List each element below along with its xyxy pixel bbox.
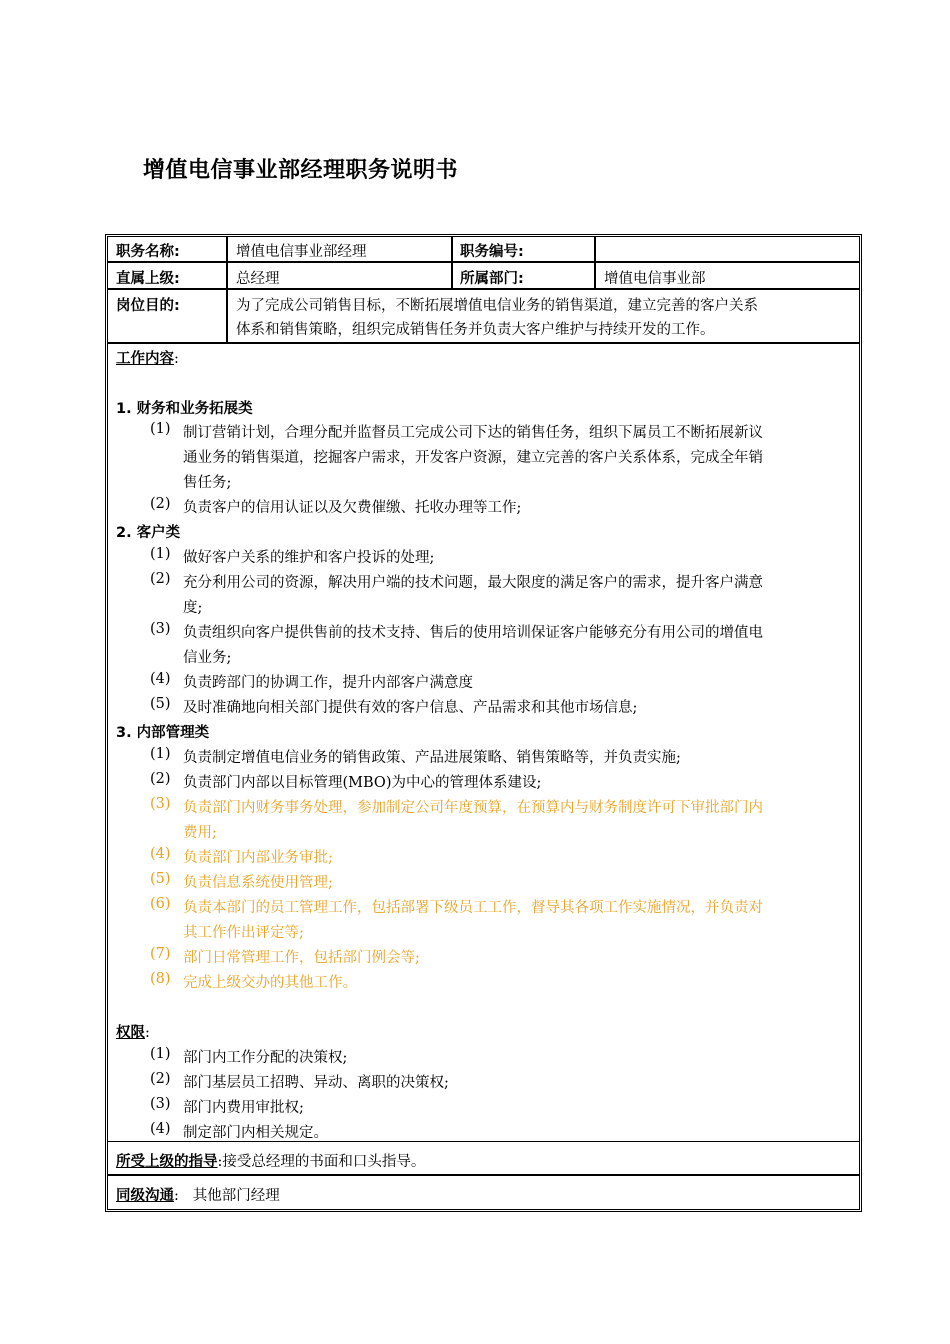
cat1-item-1-num: (1) xyxy=(150,421,171,437)
cat3-item-3-num: (3) xyxy=(150,796,171,812)
cat2-item-1-line-1: 做好客户关系的维护和客户投诉的处理; xyxy=(183,550,435,566)
guidance-label: 所受上级的指导 xyxy=(116,1154,218,1170)
dept-label-cell xyxy=(452,262,595,289)
cat2-item-2-line-1: 充分利用公司的资源，解决用户端的技术问题，最大限度的满足客户的需求，提升客户满意 xyxy=(183,575,763,591)
authority-item-2-text: 部门基层员工招聘、异动、离职的决策权; xyxy=(183,1075,449,1091)
authority-item-2-num: (2) xyxy=(150,1071,171,1087)
job-code-label-cell xyxy=(452,236,595,262)
cat3-item-1-line-1: 负责制定增值电信业务的销售政策、产品进展策略、销售策略等，并负责实施; xyxy=(183,750,681,766)
cat3-item-7-line-1: 部门日常管理工作，包括部门例会等; xyxy=(183,950,420,966)
purpose-line-2: 体系和销售策略，组织完成销售任务并负责大客户维护与持续开发的工作。 xyxy=(236,322,715,338)
cat3-item-3-line-1: 负责部门内财务事务处理，参加制定公司年度预算，在预算内与财务制度许可下审批部门内 xyxy=(183,800,763,816)
cat3-item-6-num: (6) xyxy=(150,896,171,912)
superior-value: 总经理 xyxy=(236,271,280,287)
authority-item-4-num: (4) xyxy=(150,1121,171,1137)
dept-label: 所属部门: xyxy=(460,271,524,287)
cat1-item-1-line-2: 通业务的销售渠道，挖掘客户需求，开发客户资源，建立完善的客户关系体系，完成全年销 xyxy=(183,450,763,466)
category-1-title: 1. 财务和业务拓展类 xyxy=(116,401,253,417)
category-3-title: 3. 内部管理类 xyxy=(116,725,210,741)
cat1-item-2-line-1: 负责客户的信用认证以及欠费催缴、托收办理等工作; xyxy=(183,500,522,516)
purpose-label: 岗位目的: xyxy=(116,298,180,314)
guidance-cell xyxy=(107,1141,860,1175)
cat1-item-1-line-3: 售任务; xyxy=(183,475,232,491)
authority-item-4-text: 制定部门内相关规定。 xyxy=(183,1125,328,1141)
authority-item-3-num: (3) xyxy=(150,1096,171,1112)
cat3-item-8-num: (8) xyxy=(150,971,171,987)
category-2-title: 2. 客户类 xyxy=(116,525,181,541)
cat3-item-5-line-1: 负责信息系统使用管理; xyxy=(183,875,333,891)
document-title: 增值电信事业部经理职务说明书 xyxy=(143,158,459,183)
authority-item-1-text: 部门内工作分配的决策权; xyxy=(183,1050,348,1066)
job-name-label-cell xyxy=(107,236,227,262)
cat2-item-3-num: (3) xyxy=(150,621,171,637)
authority-item-3-text: 部门内费用审批权; xyxy=(183,1100,304,1116)
cat3-item-3-line-2: 费用; xyxy=(183,825,217,841)
authority-heading: 权限: xyxy=(116,1025,150,1041)
peer-label: 同级沟通 xyxy=(116,1188,174,1204)
cat2-item-4-line-1: 负责跨部门的协调工作，提升内部客户满意度 xyxy=(183,675,473,691)
cat2-item-5-line-1: 及时准确地向相关部门提供有效的客户信息、产品需求和其他市场信息; xyxy=(183,700,638,716)
cat2-item-5-num: (5) xyxy=(150,696,171,712)
cat2-item-3-line-2: 信业务; xyxy=(183,650,232,666)
cat2-item-4-num: (4) xyxy=(150,671,171,687)
cat3-item-1-num: (1) xyxy=(150,746,171,762)
cat3-item-4-line-1: 负责部门内部业务审批; xyxy=(183,850,333,866)
guidance-text: :接受总经理的书面和口头指导。 xyxy=(217,1154,426,1170)
cat3-item-2-num: (2) xyxy=(150,771,171,787)
dept-value: 增值电信事业部 xyxy=(604,271,706,287)
cat3-item-5-num: (5) xyxy=(150,871,171,887)
purpose-value-cell xyxy=(227,289,860,343)
cat2-item-2-num: (2) xyxy=(150,571,171,587)
purpose-label-cell xyxy=(107,289,227,343)
cat2-item-2-line-2: 度; xyxy=(183,600,203,616)
cat2-item-1-num: (1) xyxy=(150,546,171,562)
cat3-item-6-line-2: 其工作作出评定等; xyxy=(183,925,304,941)
cat1-item-1-line-1: 制订营销计划，合理分配并监督员工完成公司下达的销售任务，组织下属员工不断拓展新议 xyxy=(183,425,763,441)
superior-label-cell xyxy=(107,262,227,289)
job-name-value-cell xyxy=(227,236,452,262)
cat2-item-3-line-1: 负责组织向客户提供售前的技术支持、售后的使用培训保证客户能够充分有用公司的增值电 xyxy=(183,625,763,641)
peer-text: : 其他部门经理 xyxy=(174,1188,280,1204)
job-code-value-cell xyxy=(595,236,860,262)
authority-item-1-num: (1) xyxy=(150,1046,171,1062)
work-content-heading: 工作内容: xyxy=(116,351,179,367)
peer-communication-cell xyxy=(107,1175,860,1210)
cat3-item-4-num: (4) xyxy=(150,846,171,862)
superior-label: 直属上级: xyxy=(116,271,180,287)
peer-row xyxy=(116,1184,280,1205)
cat3-item-7-num: (7) xyxy=(150,946,171,962)
job-name-value: 增值电信事业部经理 xyxy=(236,244,367,260)
cat3-item-2-line-1: 负责部门内部以目标管理(MBO)为中心的管理体系建设; xyxy=(183,775,542,791)
job-name-label: 职务名称: xyxy=(116,244,180,260)
superior-value-cell xyxy=(227,262,452,289)
cat3-item-6-line-1: 负责本部门的员工管理工作，包括部署下级员工工作，督导其各项工作实施情况，并负责对 xyxy=(183,900,763,916)
cat3-item-8-line-1: 完成上级交办的其他工作。 xyxy=(183,975,357,991)
cat1-item-2-num: (2) xyxy=(150,496,171,512)
purpose-line-1: 为了完成公司销售目标，不断拓展增值电信业务的销售渠道，建立完善的客户关系 xyxy=(236,298,758,314)
job-code-label: 职务编号: xyxy=(460,244,524,260)
dept-value-cell xyxy=(595,262,860,289)
guidance-row xyxy=(116,1150,425,1171)
